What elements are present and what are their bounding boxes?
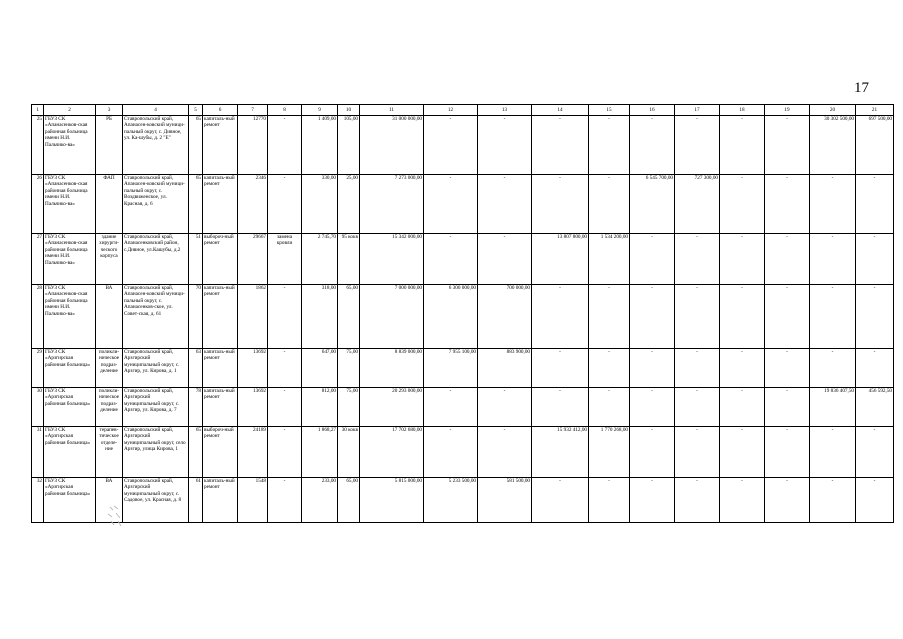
- table-cell-c11: 7 000 000,00: [360, 285, 424, 349]
- table-cell-c16: -: [630, 234, 675, 285]
- table-cell-area: 24189: [238, 427, 268, 478]
- register-table: [31, 104, 894, 523]
- table-cell-kind: капиталь-ный ремонт: [203, 116, 238, 175]
- column-header: 4: [123, 105, 189, 116]
- column-header: 12: [424, 105, 478, 116]
- table-cell-c15: -: [589, 116, 630, 175]
- table-cell-c16: -: [630, 116, 675, 175]
- table-row: [32, 427, 894, 478]
- column-header: 7: [238, 105, 268, 116]
- table-cell-c10: 25,00: [338, 175, 360, 234]
- table-cell-c14: -: [532, 285, 589, 349]
- table-cell-c12: -: [424, 175, 478, 234]
- table-cell-c8: -: [268, 388, 302, 427]
- table-cell-c21: -: [856, 285, 894, 349]
- table-cell-year: 51: [189, 234, 203, 285]
- table-cell-org: ГБУЗ СК «Арзгирская районная больница»: [44, 349, 96, 388]
- table-cell-no: 27: [32, 234, 44, 285]
- table-cell-c17: -: [675, 349, 720, 388]
- column-header: 16: [630, 105, 675, 116]
- table-cell-c20: -: [810, 427, 856, 478]
- table-row: [32, 175, 894, 234]
- table-cell-no: 29: [32, 349, 44, 388]
- table-cell-c18: -: [720, 388, 765, 427]
- table-cell-c19: -: [765, 234, 810, 285]
- column-header: 3: [96, 105, 123, 116]
- table-cell-c16: -: [630, 388, 675, 427]
- column-header: 15: [589, 105, 630, 116]
- table-cell-type: терапев-тическое отделе-ние: [96, 427, 123, 478]
- table-cell-no: 26: [32, 175, 44, 234]
- table-cell-c15: -: [589, 285, 630, 349]
- table-cell-c16: 6 545 700,00: [630, 175, 675, 234]
- column-header: 5: [189, 105, 203, 116]
- table-cell-c16: -: [630, 349, 675, 388]
- table-cell-area: 2346: [238, 175, 268, 234]
- table-row: [32, 285, 894, 349]
- column-number-row: [32, 105, 894, 116]
- table-cell-type: поликли-ническое подраз-деление: [96, 388, 123, 427]
- table-cell-kind: выбороч-ный ремонт: [203, 234, 238, 285]
- table-cell-c16: -: [630, 478, 675, 523]
- table-cell-c19: -: [765, 427, 810, 478]
- table-cell-c15: -: [589, 349, 630, 388]
- table-cell-c8: -: [268, 478, 302, 523]
- column-header: 1: [32, 105, 44, 116]
- table-cell-c21: -: [856, 427, 894, 478]
- table-cell-year: 61: [189, 478, 203, 523]
- table-cell-c12: 5 233 500,00: [424, 478, 478, 523]
- table-cell-c20: -: [810, 175, 856, 234]
- table-cell-c9: 647,00: [302, 349, 338, 388]
- table-cell-c18: -: [720, 234, 765, 285]
- table-cell-c9: 330,00: [302, 175, 338, 234]
- table-cell-year: 78: [189, 388, 203, 427]
- table-cell-c11: 5 815 000,00: [360, 478, 424, 523]
- table-cell-org: ГБУЗ СК «Апанасенков-ская районная больница имени Н.И. Пальчико-ва»: [44, 175, 96, 234]
- table-cell-c13: 883 900,00: [478, 349, 532, 388]
- table-cell-address: Ставропольский край, Арзгирский муниципальный округ, с. Арзгир, ул. Кирова, д. 7: [123, 388, 189, 427]
- table-cell-c20: -: [810, 478, 856, 523]
- column-header: 20: [810, 105, 856, 116]
- table-cell-c19: -: [765, 116, 810, 175]
- table-cell-c18: -: [720, 116, 765, 175]
- table-cell-c16: -: [630, 427, 675, 478]
- table-cell-c14: -: [532, 349, 589, 388]
- table-cell-no: 31: [32, 427, 44, 478]
- table-cell-year: 70: [189, 285, 203, 349]
- table-cell-c13: -: [478, 116, 532, 175]
- table-cell-org: ГБУЗ СК «Арзгирская районная больница»: [44, 478, 96, 523]
- table-cell-c20: -: [810, 285, 856, 349]
- table-cell-area: 12770: [238, 116, 268, 175]
- table-cell-c8: -: [268, 349, 302, 388]
- table-cell-c11: 8 839 000,00: [360, 349, 424, 388]
- table-cell-c9: 1 868,27: [302, 427, 338, 478]
- table-cell-c10: 75,00: [338, 349, 360, 388]
- table-cell-c14: -: [532, 175, 589, 234]
- table-cell-no: 32: [32, 478, 44, 523]
- table-cell-c11: 7 273 000,00: [360, 175, 424, 234]
- table-cell-c20: -: [810, 349, 856, 388]
- table-cell-c19: -: [765, 388, 810, 427]
- table-cell-type: РБ: [96, 116, 123, 175]
- table-cell-c11: 17 702 680,00: [360, 427, 424, 478]
- table-cell-c15: -: [589, 388, 630, 427]
- table-cell-year: 65: [189, 116, 203, 175]
- table-cell-kind: выбороч-ный ремонт: [203, 427, 238, 478]
- table-cell-c21: 456 592,50: [856, 388, 894, 427]
- table-cell-c8: -: [268, 427, 302, 478]
- column-header: 18: [720, 105, 765, 116]
- table-cell-c8: -: [268, 285, 302, 349]
- table-cell-c21: -: [856, 234, 894, 285]
- table-cell-c21: -: [856, 478, 894, 523]
- table-cell-c17: -: [675, 116, 720, 175]
- table-cell-c12: -: [424, 234, 478, 285]
- table-cell-c11: 20 293 000,00: [360, 388, 424, 427]
- page-number: 17: [854, 80, 869, 96]
- table-cell-c12: -: [424, 388, 478, 427]
- table-cell-c13: -: [478, 388, 532, 427]
- table-cell-c10: 75,00: [338, 388, 360, 427]
- table-row: [32, 478, 894, 523]
- table-cell-address: Ставропольский край, Арзгирский муниципальный округ, с. Арзгир, ул. Кирова, д. 1: [123, 349, 189, 388]
- table-cell-c11: 15 342 000,00: [360, 234, 424, 285]
- table-cell-c12: -: [424, 116, 478, 175]
- column-header: 9: [302, 105, 338, 116]
- table-cell-area: 29667: [238, 234, 268, 285]
- table-cell-c8: замена кровли: [268, 234, 302, 285]
- table-cell-no: 28: [32, 285, 44, 349]
- table-cell-year: 65: [189, 427, 203, 478]
- table-cell-c13: 700 000,00: [478, 285, 532, 349]
- table-cell-area: 13692: [238, 388, 268, 427]
- table-cell-c9: 2 745,70: [302, 234, 338, 285]
- table-cell-type: ВА: [96, 285, 123, 349]
- table-cell-c17: -: [675, 478, 720, 523]
- table-cell-org: ГБУЗ СК «Апанасенков-ская районная больница имени Н.И. Пальчико-ва»: [44, 285, 96, 349]
- column-header: 21: [856, 105, 894, 116]
- table-cell-c17: -: [675, 234, 720, 285]
- table-cell-type: здание хирурги-ческого корпуса: [96, 234, 123, 285]
- table-row: [32, 349, 894, 388]
- table-cell-c10: 65,00: [338, 478, 360, 523]
- table-cell-c14: -: [532, 478, 589, 523]
- table-cell-c11: 31 000 000,00: [360, 116, 424, 175]
- table-cell-address: Ставропольский край, Апанасен-ковский муници-пальный округ, с. Дивное, ул. Ка-шубы, д. 2 "Е": [123, 116, 189, 175]
- table-cell-address: Ставропольский край, Арзгирский муниципальный округ, с. Садовое, ул. Красная, д. 8: [123, 478, 189, 523]
- table-cell-c14: -: [532, 116, 589, 175]
- table-cell-org: ГБУЗ СК «Арзгирская районная больница»: [44, 388, 96, 427]
- table-cell-c9: 1 409,00: [302, 116, 338, 175]
- table-cell-kind: капиталь-ный ремонт: [203, 388, 238, 427]
- table-cell-c18: -: [720, 175, 765, 234]
- column-header: 13: [478, 105, 532, 116]
- table-cell-c14: -: [532, 388, 589, 427]
- table-row: [32, 116, 894, 175]
- table-cell-year: 65: [189, 175, 203, 234]
- table-cell-c19: -: [765, 285, 810, 349]
- column-header: 10: [338, 105, 360, 116]
- table-cell-c19: -: [765, 478, 810, 523]
- table-cell-c13: -: [478, 234, 532, 285]
- table-cell-c18: -: [720, 478, 765, 523]
- table-row: [32, 234, 894, 285]
- table-cell-type: поликли-ническое подраз-деление: [96, 349, 123, 388]
- table-cell-address: Ставропольский край, Арзгирский муниципальный округ, село Арзгир, улица Кирова, 1: [123, 427, 189, 478]
- table-cell-c18: -: [720, 285, 765, 349]
- table-body: [32, 116, 894, 523]
- table-cell-c15: 1 534 200,00: [589, 234, 630, 285]
- table-cell-c20: 19 836 407,50: [810, 388, 856, 427]
- table-cell-c13: -: [478, 175, 532, 234]
- table-cell-org: ГБУЗ СК «Арзгирская районная больница»: [44, 427, 96, 478]
- table-cell-c20: -: [810, 234, 856, 285]
- stamp-mark: [104, 503, 126, 529]
- table-cell-c14: 13 807 800,00: [532, 234, 589, 285]
- table-cell-org: ГБУЗ СК «Апанасенков-ская районная больница имени Н.И. Пальчико-ва»: [44, 234, 96, 285]
- table-cell-address: Ставропольский край, Апанасенковский район, с.Дивное, ул.Кашубы, д.2: [123, 234, 189, 285]
- table-cell-address: Ставропольский край, Апанасен-ковский муници-пальный округ, с. Апанасенков-ское, ул. Совет-ская, д. 61: [123, 285, 189, 349]
- table-cell-c13: 581 500,00: [478, 478, 532, 523]
- table-cell-address: Ставропольский край, Апанасен-ковский муници-пальный округ, с. Воздвиженское, ул. Красная, д. 6: [123, 175, 189, 234]
- column-header: 17: [675, 105, 720, 116]
- table-cell-org: ГБУЗ СК «Апанасенков-ская районная больница имени Н.И. Пальчико-ва»: [44, 116, 96, 175]
- table-cell-no: 25: [32, 116, 44, 175]
- column-header: 2: [44, 105, 96, 116]
- table-cell-c8: -: [268, 175, 302, 234]
- table-cell-c17: -: [675, 427, 720, 478]
- table-cell-c19: -: [765, 175, 810, 234]
- column-header: 14: [532, 105, 589, 116]
- table-cell-c19: -: [765, 349, 810, 388]
- table-cell-c18: -: [720, 427, 765, 478]
- table-cell-c17: 727 300,00: [675, 175, 720, 234]
- table-cell-kind: капиталь-ный ремонт: [203, 175, 238, 234]
- table-cell-type: ФАП: [96, 175, 123, 234]
- table-cell-c14: 15 932 412,00: [532, 427, 589, 478]
- table-cell-no: 30: [32, 388, 44, 427]
- table-cell-year: 63: [189, 349, 203, 388]
- table-cell-c18: -: [720, 349, 765, 388]
- table-row: [32, 388, 894, 427]
- table-cell-c10: 105,00: [338, 116, 360, 175]
- table-cell-c12: 7 955 100,00: [424, 349, 478, 388]
- table-cell-c15: -: [589, 478, 630, 523]
- table-cell-c17: -: [675, 285, 720, 349]
- table-cell-c17: -: [675, 388, 720, 427]
- table-cell-kind: капиталь-ный ремонт: [203, 478, 238, 523]
- table-cell-area: 1548: [238, 478, 268, 523]
- table-cell-type: ВА: [96, 478, 123, 523]
- table-cell-c9: 812,00: [302, 388, 338, 427]
- table-cell-c21: -: [856, 349, 894, 388]
- table-cell-c10: 30 кокв: [338, 427, 360, 478]
- column-header: 6: [203, 105, 238, 116]
- table-cell-c12: 6 300 000,00: [424, 285, 478, 349]
- table-cell-c10: 95 кокв: [338, 234, 360, 285]
- table-cell-c9: 318,00: [302, 285, 338, 349]
- column-header: 11: [360, 105, 424, 116]
- table-cell-c9: 233,00: [302, 478, 338, 523]
- table-cell-kind: капиталь-ный ремонт: [203, 285, 238, 349]
- table-cell-c15: 1 770 268,00: [589, 427, 630, 478]
- table-cell-c16: -: [630, 285, 675, 349]
- column-header: 8: [268, 105, 302, 116]
- table-cell-c15: -: [589, 175, 630, 234]
- column-header: 19: [765, 105, 810, 116]
- table-cell-c12: -: [424, 427, 478, 478]
- table-cell-c20: 30 302 500,00: [810, 116, 856, 175]
- table-cell-c10: 65,00: [338, 285, 360, 349]
- table-cell-kind: капиталь-ный ремонт: [203, 349, 238, 388]
- table-cell-c21: -: [856, 175, 894, 234]
- table-cell-c21: 697 500,00: [856, 116, 894, 175]
- table-cell-c13: -: [478, 427, 532, 478]
- table-cell-area: 13692: [238, 349, 268, 388]
- table-cell-area: 1862: [238, 285, 268, 349]
- table-cell-c8: -: [268, 116, 302, 175]
